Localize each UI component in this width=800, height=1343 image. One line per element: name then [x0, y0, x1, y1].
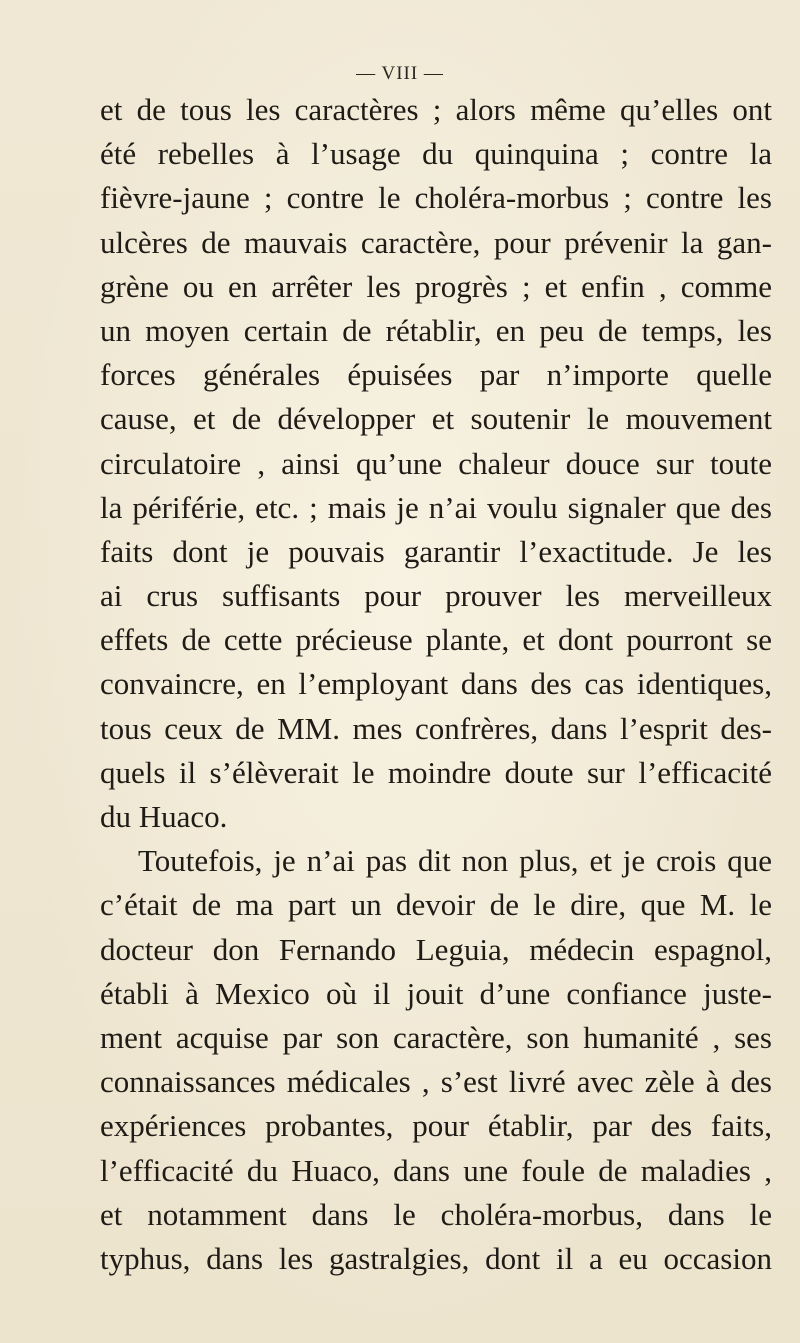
text-line: ulcères de mauvais caractère, pour prévenir la gan-: [100, 224, 772, 260]
text-line: faits dont je pouvais garantir l’exactitude. Je les: [100, 533, 772, 569]
text-line: tous ceux de MM. mes confrères, dans l’esprit des-: [100, 710, 772, 746]
text-line: cause, et de développer et soutenir le mouvement: [100, 401, 772, 437]
text-line: docteur don Fernando Leguia, médecin espagnol,: [100, 931, 772, 967]
text-line: c’était de ma part un devoir de le dire, que M. le: [100, 887, 772, 923]
text-line: expériences probantes, pour établir, par des faits,: [100, 1108, 772, 1144]
page-number-header: — VIII —: [356, 63, 444, 84]
text-line: l’efficacité du Huaco, dans une foule de maladies ,: [100, 1152, 772, 1188]
text-line: ai crus suffisants pour prouver les merveilleux: [100, 578, 772, 614]
text-line: quels il s’élèverait le moindre doute sur l’efficacité: [100, 754, 772, 790]
text-line: et notamment dans le choléra-morbus, dans le: [100, 1196, 772, 1232]
text-line: grène ou en arrêter les progrès ; et enfin , comme: [100, 268, 772, 304]
text-line: et de tous les caractères ; alors même qu’elles ont: [100, 92, 772, 127]
paragraph-end-line: du Huaco.: [100, 799, 228, 834]
text-line: été rebelles à l’usage du quinquina ; contre la: [100, 136, 772, 172]
text-line: un moyen certain de rétablir, en peu de temps, les: [100, 312, 772, 348]
text-line: typhus, dans les gastralgies, dont il a eu occasion: [100, 1240, 772, 1276]
text-line: forces générales épuisées par n’importe quelle: [100, 357, 772, 393]
text-line: ment acquise par son caractère, son humanité , ses: [100, 1019, 772, 1055]
text-line: connaissances médicales , s’est livré avec zèle à des: [100, 1064, 772, 1100]
text-line: circulatoire , ainsi qu’une chaleur douce sur toute: [100, 445, 772, 481]
text-line: établi à Mexico où il jouit d’une confiance juste-: [100, 975, 772, 1011]
body-text: [100, 88, 772, 1281]
text-line: la périférie, etc. ; mais je n’ai voulu signaler que des: [100, 489, 772, 525]
text-line: effets de cette précieuse plante, et dont pourront se: [100, 622, 772, 658]
text-line: convaincre, en l’employant dans des cas identiques,: [100, 666, 772, 702]
paragraph-start-line: Toutefois, je n’ai pas dit non plus, et je crois que: [138, 843, 772, 879]
text-line: fièvre-jaune ; contre le choléra-morbus ; contre les: [100, 180, 772, 216]
